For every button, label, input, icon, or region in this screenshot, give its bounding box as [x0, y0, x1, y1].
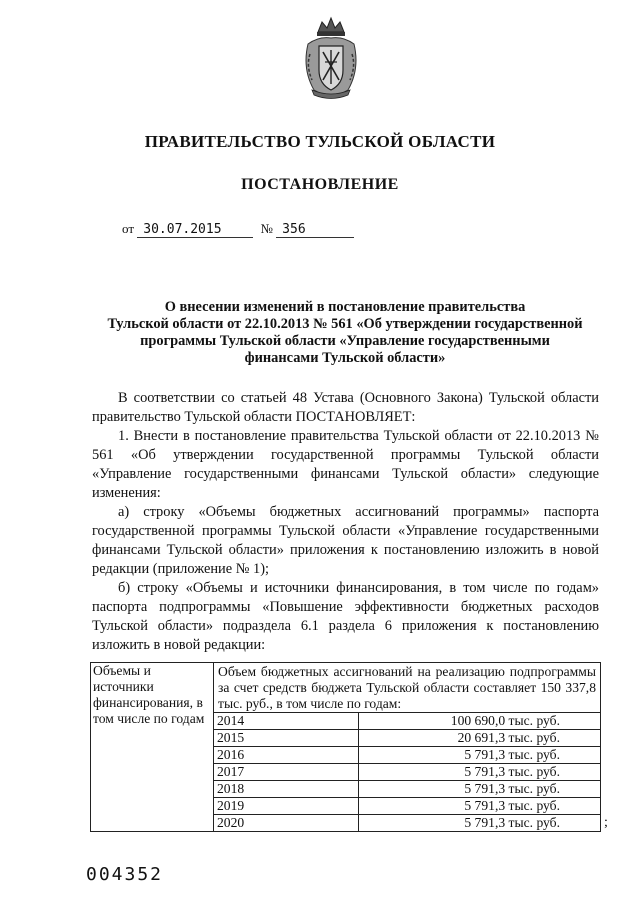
year-cell: 2014 [214, 713, 359, 730]
financing-label-cell: Объемы и источники финансирования, в том числе по годам [91, 663, 214, 832]
amount-cell: 20 691,3 тыс. руб. [359, 730, 601, 747]
year-cell: 2016 [214, 747, 359, 764]
government-title: ПРАВИТЕЛЬСТВО ТУЛЬСКОЙ ОБЛАСТИ [144, 132, 496, 151]
amount-cell: 5 791,3 тыс. руб. [359, 798, 601, 815]
decree-number: 356 [276, 222, 354, 238]
number-label: № [260, 221, 273, 236]
year-cell: 2019 [214, 798, 359, 815]
subject-line: программы Тульской области «Управление государственными [140, 333, 550, 349]
decree-subject [80, 299, 610, 367]
table-trailing-semicolon: ; [604, 815, 608, 830]
financing-table [90, 662, 601, 832]
body-paragraph: а) строку «Объемы бюджетных ассигнований программы» паспорта государственной программы Тульской области «Управление государственными финансами Тульской области» приложения к постановлению изложить в новой редакции (приложение № 1); [92, 504, 599, 577]
subject-line: Тульской области от 22.10.2013 № 561 «Об утверждении государственной [107, 316, 583, 332]
amount-cell: 100 690,0 тыс. руб. [359, 713, 601, 730]
amount-cell: 5 791,3 тыс. руб. [359, 747, 601, 764]
date-label: от [122, 221, 135, 236]
year-cell: 2017 [214, 764, 359, 781]
amount-cell: 5 791,3 тыс. руб. [359, 815, 601, 832]
table-row [91, 663, 601, 713]
year-cell: 2018 [214, 781, 359, 798]
serial-number: 004352 [86, 864, 164, 885]
decree-date: 30.07.2015 [137, 222, 253, 238]
body-paragraph: б) строку «Объемы и источники финансирования, в том числе по годам» паспорта подпрограммы «Повышение эффективности бюджетных расходов Тульской области» подраздела 6.1 раздела 6 приложения к постановлению изложить в новой редакции: [92, 580, 599, 653]
coat-of-arms-emblem [298, 14, 364, 100]
subject-line: О внесении изменений в постановление правительства [164, 299, 526, 315]
body-paragraph: 1. Внести в постановление правительства Тульской области от 22.10.2013 № 561 «Об утверждении государственной программы Тульской области «Управление государственными финансами Тульской области» следующие изменения: [92, 428, 599, 501]
financing-header-cell: Объем бюджетных ассигнований на реализацию подпрограммы за счет средств бюджета Тульской области составляет 150 337,8 тыс. руб., в том числе по годам: [214, 663, 601, 713]
year-cell: 2015 [214, 730, 359, 747]
date-number-line [122, 221, 354, 238]
decree-body [92, 389, 599, 655]
subject-line: финансами Тульской области» [244, 350, 446, 366]
body-paragraph: В соответствии со статьей 48 Устава (Основного Закона) Тульской области правительство Тульской области ПОСТАНОВЛЯЕТ: [92, 390, 599, 425]
amount-cell: 5 791,3 тыс. руб. [359, 764, 601, 781]
year-cell: 2020 [214, 815, 359, 832]
document-type-title: ПОСТАНОВЛЕНИЕ [241, 176, 399, 193]
amount-cell: 5 791,3 тыс. руб. [359, 781, 601, 798]
